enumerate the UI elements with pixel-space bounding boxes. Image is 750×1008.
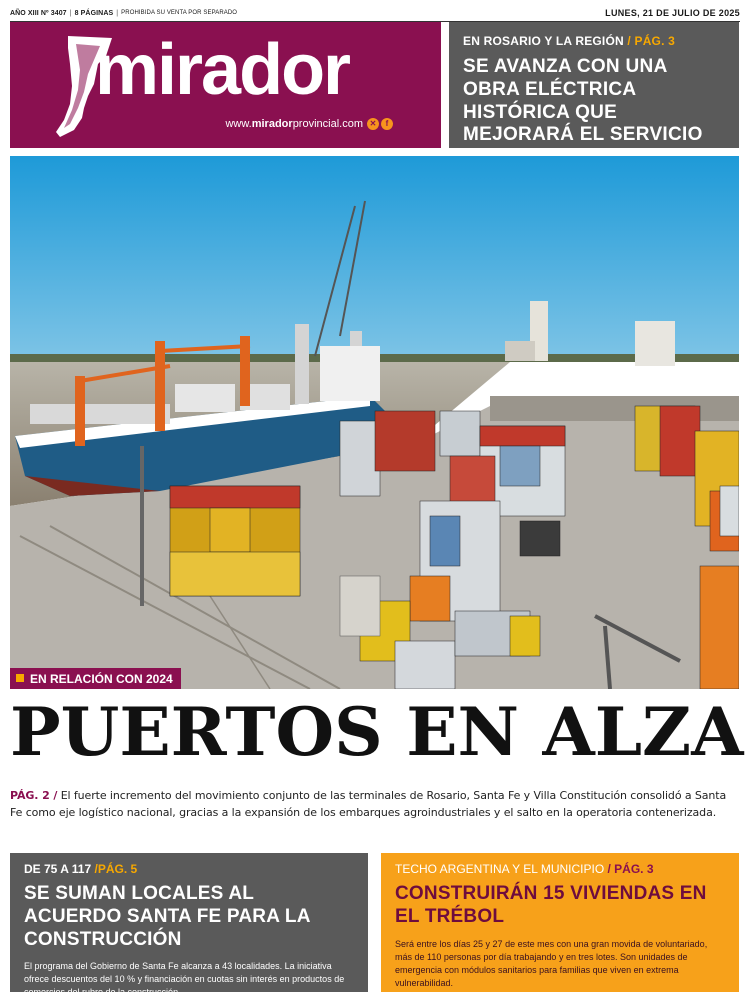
box-left-headline: SE SUMAN LOCALES AL ACUERDO SANTA FE PARA LA CONSTRUCCIÓN [24,883,310,950]
housing-story-box[interactable] [381,853,739,992]
edition-info: AÑO XIII Nº 3407 | 8 PÁGINAS | PROHIBIDA SU VENTA POR SEPARADO [10,9,238,17]
header-bar [10,6,740,20]
sale-notice: PROHIBIDA SU VENTA POR SEPARADO [121,9,238,16]
box-left-page: /PÁG. 5 [91,862,138,876]
x-social-icon[interactable]: ✕ [367,118,379,130]
top-story-page: / PÁG. 3 [627,34,676,48]
top-story-box[interactable] [449,22,739,148]
box-left-kicker: DE 75 A 117 /PÁG. 5 [24,862,138,876]
tag-square-icon [16,674,24,682]
main-headline[interactable]: PUERTOS EN ALZA [10,693,744,771]
website-link[interactable]: www.miradorprovincial.com [225,118,363,130]
port-photo [10,156,739,689]
box-right-kicker: TECHO ARGENTINA Y EL MUNICIPIO / PÁG. 3 [395,862,654,876]
issue-date: LUNES, 21 DE JULIO DE 2025 [605,8,740,18]
box-right-text: Será entre los días 25 y 27 de este mes con una gran movida de voluntariado, más de 110 personas por día trabajando y en tres lotes. Son unidades de emergencia con módulos sanitarios para familias que viven en extrema vulnerabilidad. [395,938,708,988]
lead-page-ref[interactable]: PÁG. 2 / [10,789,58,802]
box-right-page: / PÁG. 3 [604,862,654,876]
lead-text: El fuerte incremento del movimiento conjunto de las terminales de Rosario, Santa Fe y Villa Constitución consolidó a Santa Fe como eje logístico nacional, gracias a la expansión de los embarques agroindustriales y el salto en la operatoria contenerizada. [10,789,727,819]
mirador-logo: mirador [95,30,350,110]
edition-number: AÑO XIII Nº 3407 [10,9,67,17]
box-left-text: El programa del Gobierno de Santa Fe alcanza a 43 localidades. La iniciativa ofrece descuentos del 10 % y financiación en cuotas sin interés en productos de comercios del rubro de la construcción. [24,961,345,998]
box-right-headline: CONSTRUIRÁN 15 VIVIENDAS EN EL TRÉBOL [395,883,707,927]
top-story-headline: SE AVANZA CON UNA OBRA ELÉCTRICA HISTÓRICA QUE MEJORARÁ EL SERVICIO [463,56,703,146]
construction-story-box[interactable] [10,853,368,998]
page-count: 8 PÁGINAS [74,9,114,17]
main-story-tag: EN RELACIÓN CON 2024 [10,668,181,689]
facebook-icon[interactable]: f [381,118,393,130]
masthead [10,22,441,148]
main-lead [10,788,739,821]
social-icons [367,118,393,130]
top-story-kicker: EN ROSARIO Y LA REGIÓN / PÁG. 3 [463,34,676,48]
